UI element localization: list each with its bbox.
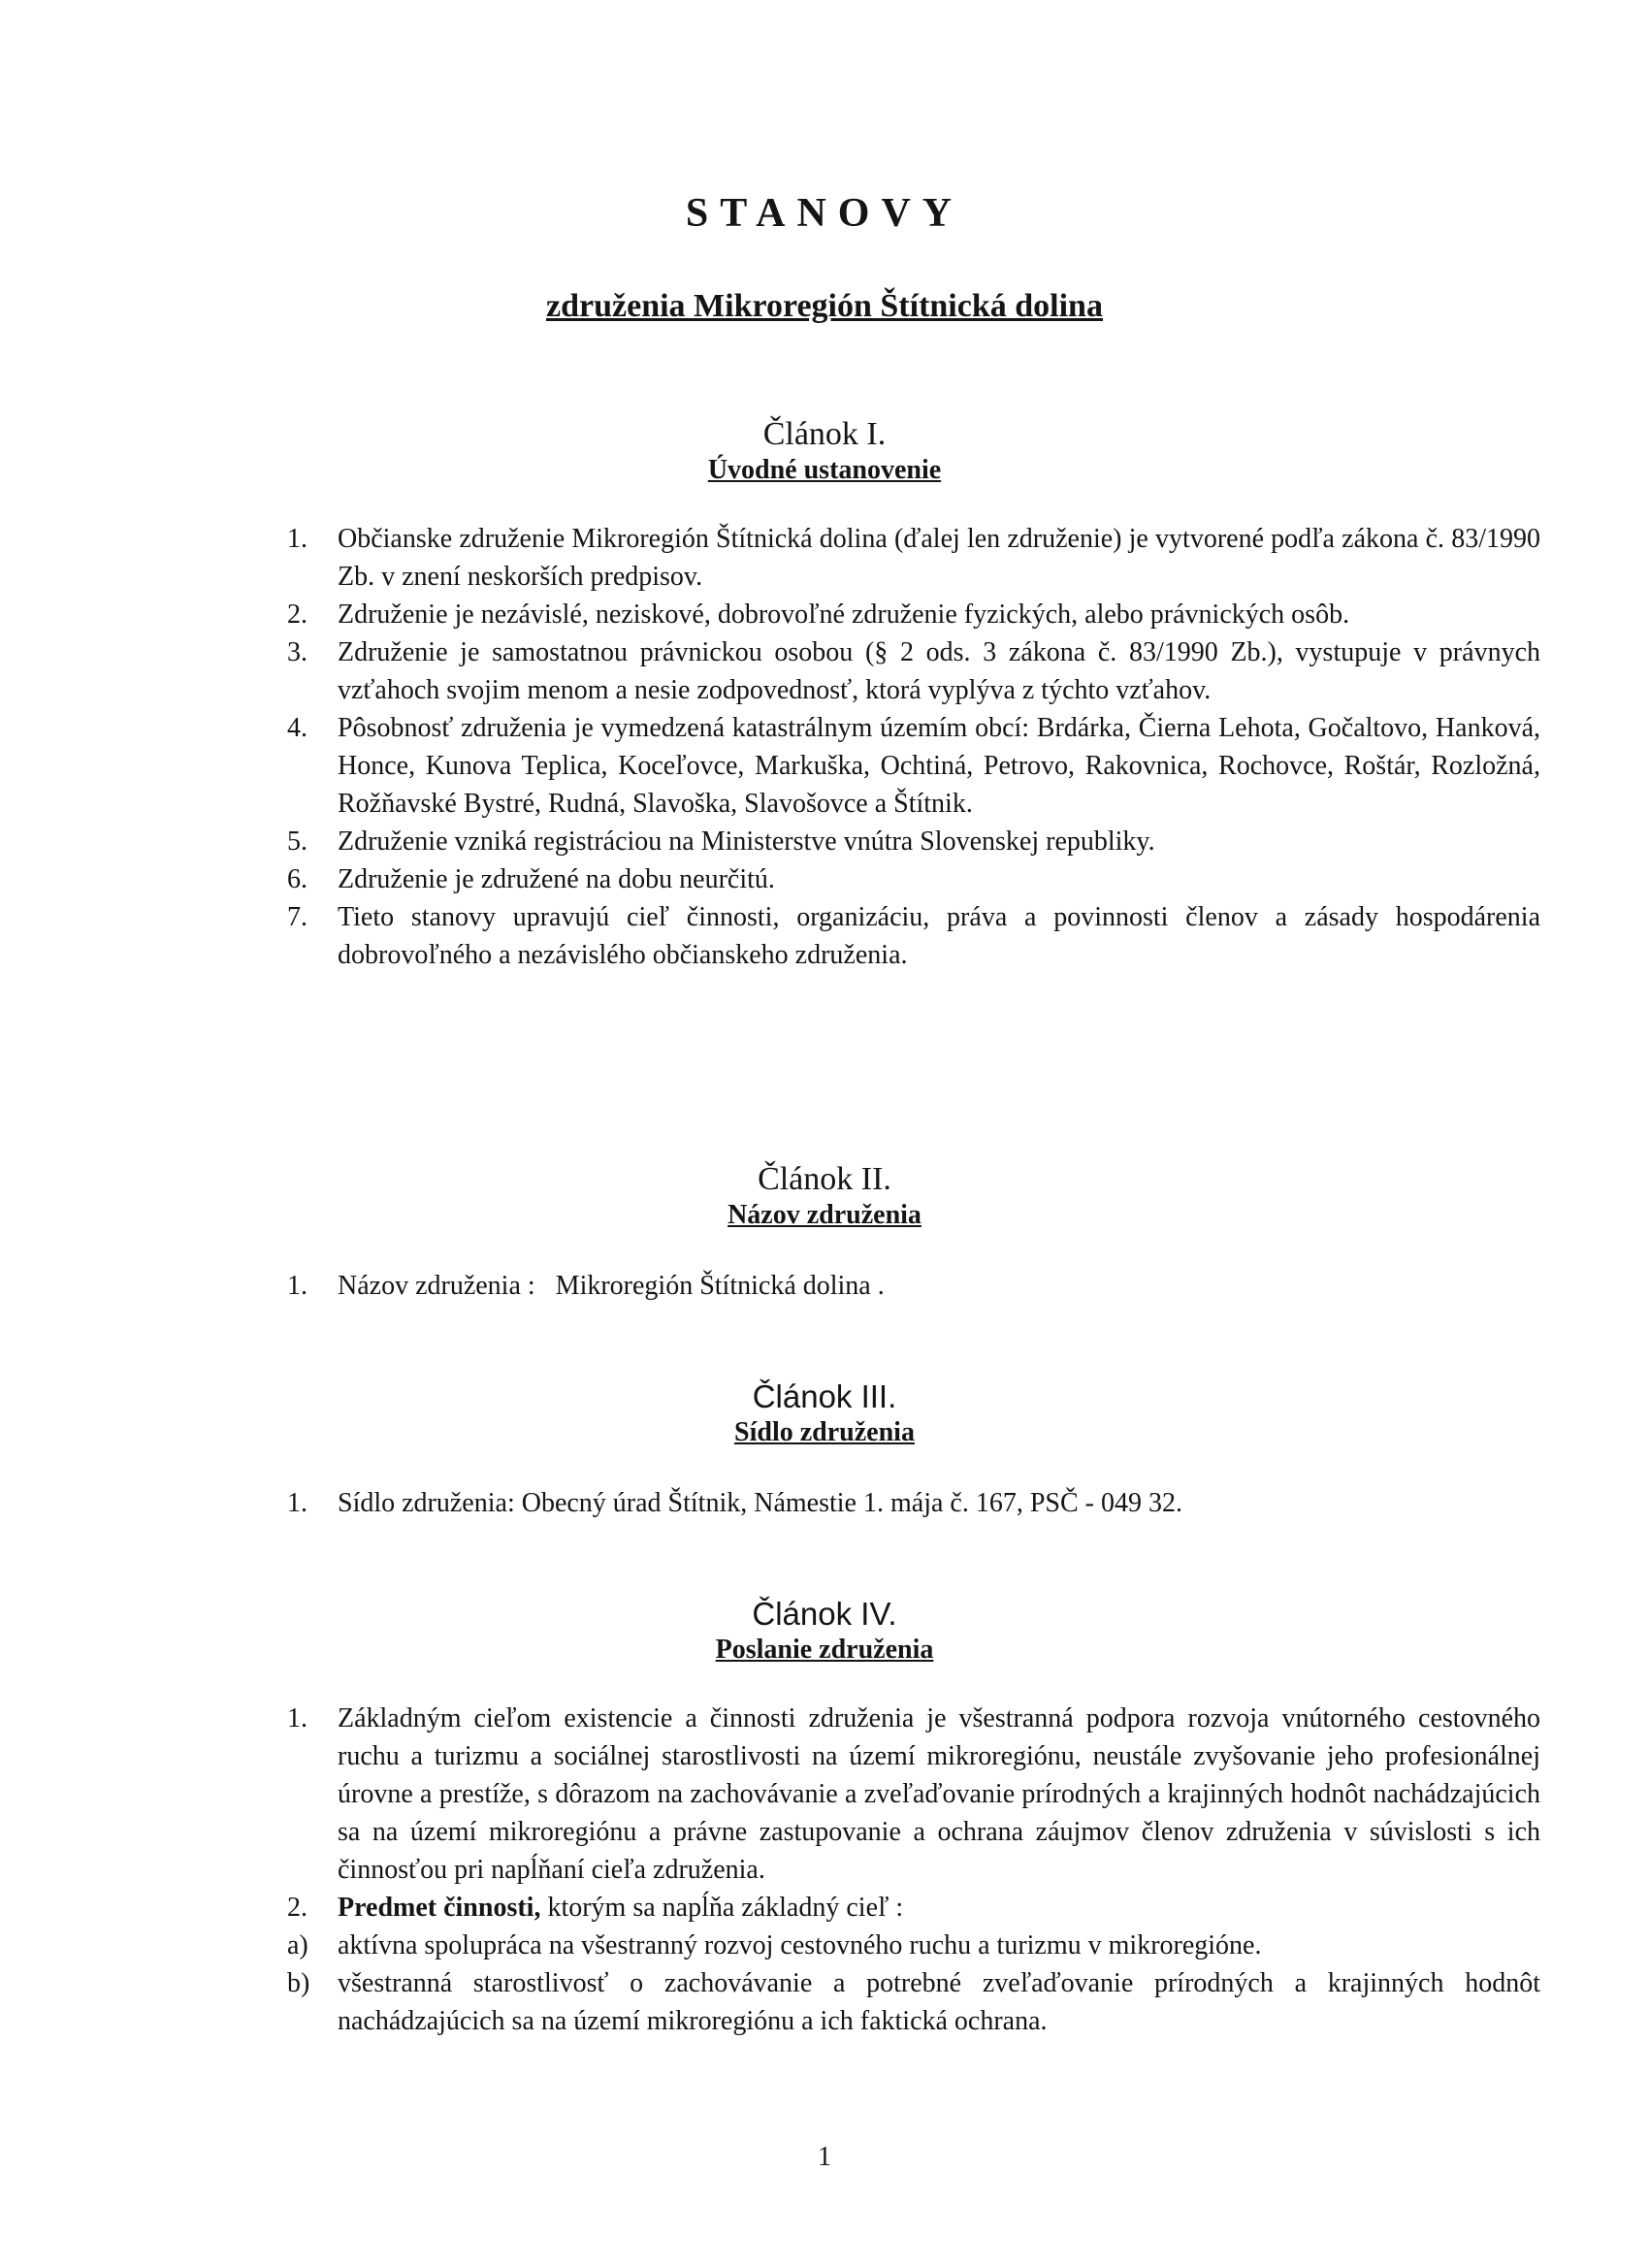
item-text: Názov združenia : Mikroregión Štítnická dolina . [338,1271,885,1301]
item-marker: 7. [287,902,307,932]
document-title: STANOVY [685,191,964,236]
item-text: Združenie je samostatnou právnickou osobou (§ 2 ods. 3 zákona č. 83/1990 Zb.), vystupuje v právnych vzťahoch svojim menom a nesie zodpovednosť, ktorá vyplýva z týchto vzťahov. [338,637,1540,705]
item-bold-text: Predmet činnosti, [338,1893,541,1923]
article-number: Článok II. [758,1161,891,1197]
article-1-list [0,520,1649,974]
list-item [0,709,1649,823]
item-marker: 2. [287,599,307,630]
item-marker: a) [287,1930,308,1960]
item-text: ktorým sa napĺňa základný cieľ : [540,1893,904,1923]
article-number: Článok III. [752,1378,897,1414]
article-1-header [0,415,1649,487]
article-heading: Poslanie združenia [715,1635,934,1665]
article-3-list [0,1484,1649,1522]
article-number: Článok IV. [752,1596,897,1632]
item-text: Tieto stanovy upravujú cieľ činnosti, organizáciu, práva a povinnosti členov a zásady hospodárenia dobrovoľného a nezávislého občianskeho združenia. [338,902,1540,970]
list-item [0,1964,1649,2040]
article-3-header [0,1377,1649,1449]
list-item [0,1267,1649,1305]
article-heading: Názov združenia [728,1200,922,1230]
item-marker: 3. [287,637,307,667]
article-number: Článok I. [762,416,887,452]
item-marker: b) [287,1968,310,1998]
list-item [0,823,1649,860]
item-text: Občianske združenie Mikroregión Štítnická dolina (ďalej len združenie) je vytvorené podľa zákona č. 83/1990 Zb. v znení neskorších predpisov. [338,524,1540,592]
page-number: 1 [818,2142,831,2172]
list-item [0,1700,1649,1889]
list-item [0,860,1649,898]
item-marker: 1. [287,1703,307,1733]
item-marker: 6. [287,864,307,894]
document-subtitle: združenia Mikroregión Štítnická dolina [546,288,1103,324]
article-4-list [0,1700,1649,2040]
list-item [0,1889,1649,1927]
article-2-header [0,1160,1649,1232]
item-marker: 1. [287,1271,307,1301]
article-4-header [0,1595,1649,1667]
list-item [0,898,1649,974]
article-2-list [0,1267,1649,1305]
item-text: Sídlo združenia: Obecný úrad Štítnik, Námestie 1. mája č. 167, PSČ - 049 32. [338,1488,1182,1518]
item-marker: 4. [287,713,307,743]
item-marker: 5. [287,826,307,857]
item-text: Základným cieľom existencie a činnosti združenia je všestranná podpora rozvoja vnútorného cestovného ruchu a turizmu a sociálnej starostlivosti na území mikroregiónu, neustále zvyšovanie jeho profesionálnej úrovne a prestíže, s dôrazom na zachovávanie a zveľaďovanie prírodných a krajinných hodnôt nachádzajúcich sa na území mikroregiónu a právne zastupovanie a ochrana záujmov členov združenia v súvislosti s ich činnosťou pri napĺňaní cieľa združenia. [338,1703,1540,1885]
item-text: Pôsobnosť združenia je vymedzená katastrálnym územím obcí: Brdárka, Čierna Lehota, Gočaltovo, Hanková, Honce, Kunova Teplica, Koceľovce, Markuška, Ochtiná, Petrovo, Rakovnica, Rochovce, Roštár, Rozložná, Rožňavské Bystré, Rudná, Slavoška, Slavošovce a Štítnik. [338,713,1540,819]
list-item [0,1927,1649,1964]
list-item [0,633,1649,709]
list-item [0,1484,1649,1522]
list-item [0,520,1649,596]
item-marker: 1. [287,1488,307,1518]
article-heading: Úvodné ustanovenie [707,455,942,485]
item-text: aktívna spolupráca na všestranný rozvoj cestovného ruchu a turizmu v mikroregióne. [338,1930,1262,1960]
article-heading: Sídlo združenia [734,1417,915,1447]
item-marker: 2. [287,1893,307,1923]
list-item [0,596,1649,633]
item-marker: 1. [287,524,307,554]
item-text: všestranná starostlivosť o zachovávanie a potrebné zveľaďovanie prírodných a krajinných hodnôt nachádzajúcich sa na území mikroregiónu a ich faktická ochrana. [338,1968,1540,2036]
item-text: Združenie je nezávislé, neziskové, dobrovoľné združenie fyzických, alebo právnických osôb. [338,599,1350,630]
item-text: Združenie je združené na dobu neurčitú. [338,864,775,894]
item-text: Združenie vzniká registráciou na Ministerstve vnútra Slovenskej republiky. [338,826,1155,857]
